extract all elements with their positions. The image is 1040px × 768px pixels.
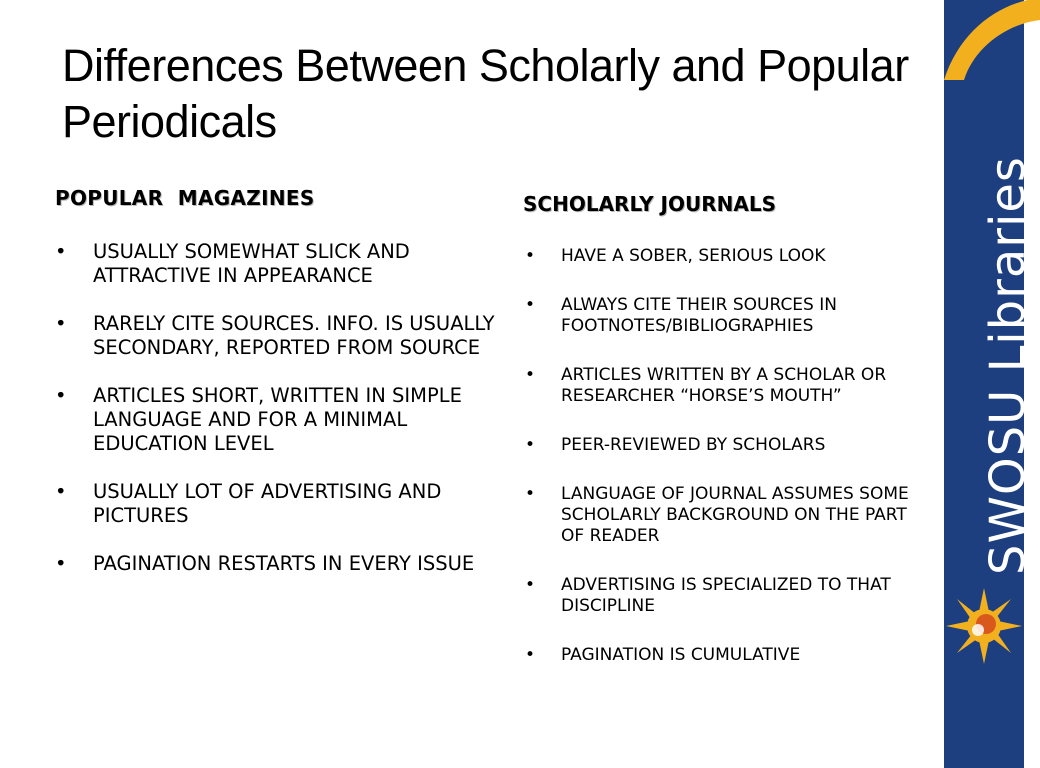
brand-swoosh-icon <box>930 0 1040 80</box>
list-item: • PAGINATION RESTARTS IN EVERY ISSUE <box>55 552 495 576</box>
scholarly-journals-list <box>523 246 928 666</box>
list-item: • USUALLY SOMEWHAT SLICK AND ATTRACTIVE IN APPEARANCE <box>55 240 495 288</box>
brand-wordmark: SWOSU Libraries <box>980 156 1036 575</box>
list-item: • PAGINATION IS CUMULATIVE <box>523 645 928 666</box>
popular-magazines-heading: POPULAR MAGAZINES <box>55 186 315 210</box>
scholarly-journals-heading: SCHOLARLY JOURNALS <box>523 192 776 216</box>
list-item: • ARTICLES SHORT, WRITTEN IN SIMPLE LANGUAGE AND FOR A MINIMAL EDUCATION LEVEL <box>55 384 495 456</box>
list-item: • ALWAYS CITE THEIR SOURCES IN FOOTNOTES/BIBLIOGRAPHIES <box>523 295 928 337</box>
list-item: • LANGUAGE OF JOURNAL ASSUMES SOME SCHOLARLY BACKGROUND ON THE PART OF READER <box>523 484 928 547</box>
list-item: • USUALLY LOT OF ADVERTISING AND PICTURES <box>55 480 495 528</box>
list-item: • ARTICLES WRITTEN BY A SCHOLAR OR RESEARCHER “HORSE’S MOUTH” <box>523 365 928 407</box>
sun-logo-icon <box>942 584 1026 668</box>
list-item: • ADVERTISING IS SPECIALIZED TO THAT DISCIPLINE <box>523 575 928 617</box>
slide-title: Differences Between Scholarly and Popular Periodicals <box>62 40 909 147</box>
popular-magazines-list <box>55 240 495 576</box>
list-item: • RARELY CITE SOURCES. INFO. IS USUALLY SECONDARY, REPORTED FROM SOURCE <box>55 312 495 360</box>
list-item: • PEER-REVIEWED BY SCHOLARS <box>523 435 928 456</box>
popular-magazines-column <box>55 186 495 600</box>
list-item: • HAVE A SOBER, SERIOUS LOOK <box>523 246 928 267</box>
scholarly-journals-column <box>523 192 928 694</box>
